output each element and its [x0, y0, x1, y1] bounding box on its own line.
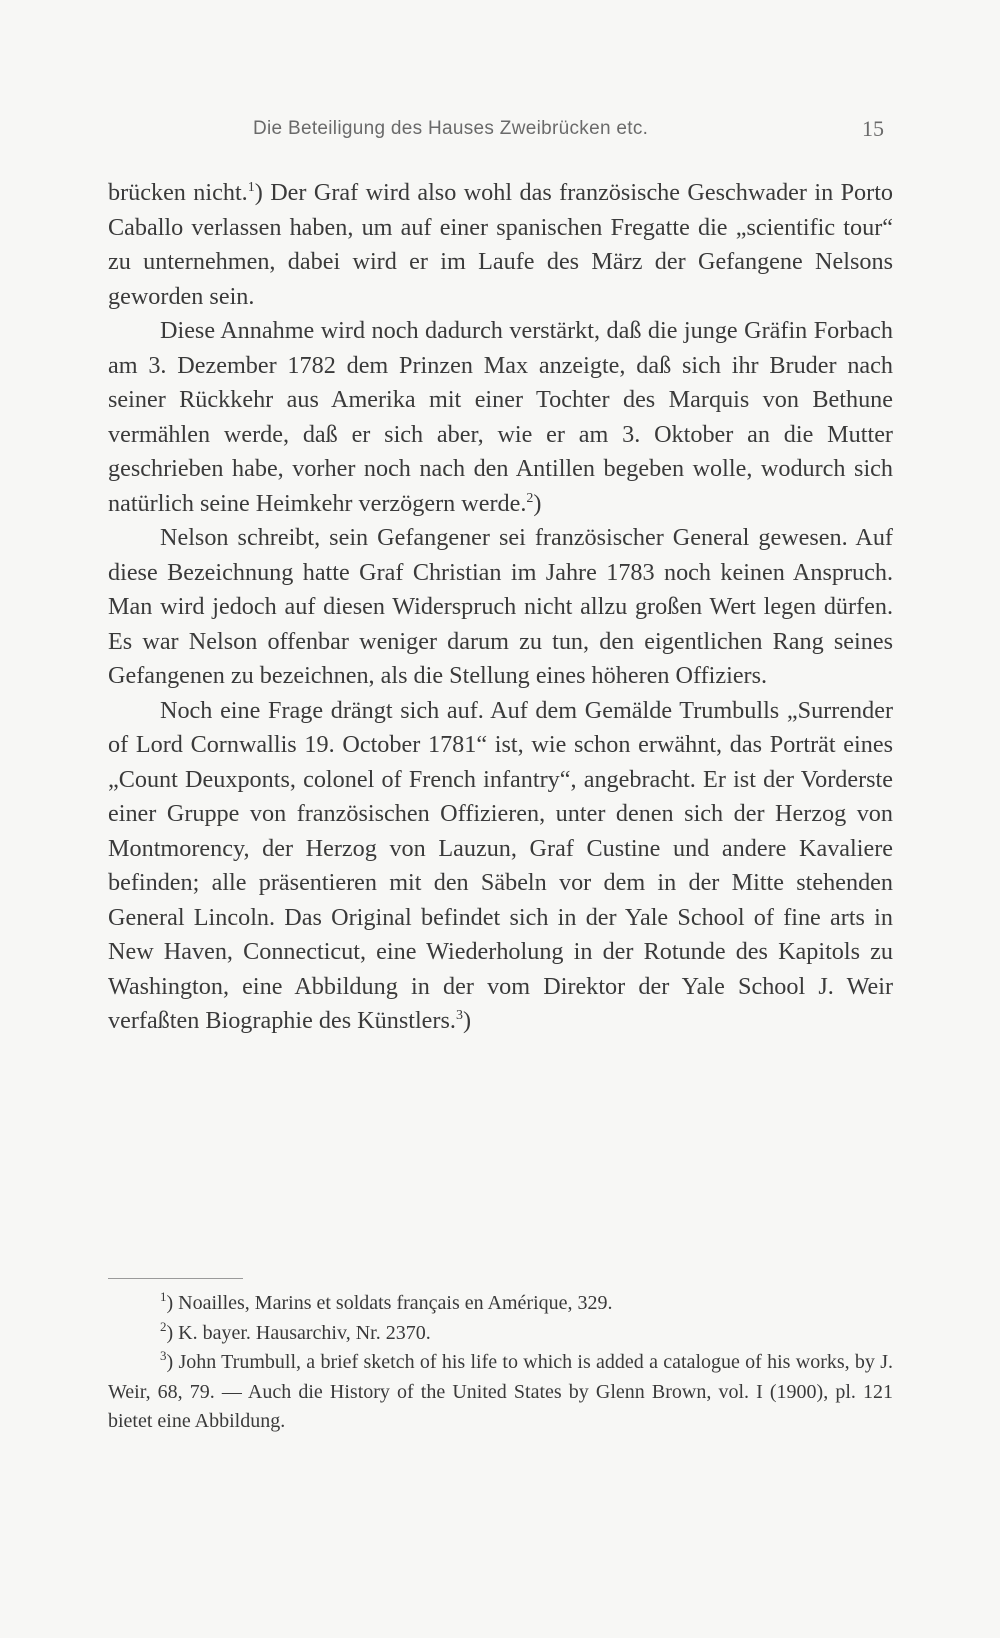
running-title: Die Beteiligung des Hauses Zweibrücken etc. [253, 118, 649, 139]
footnote-text: ) John Trumbull, a brief sketch of his life to which is added a catalogue of his works, by J. Weir, 68, 79. — Auch die History of the United States by Glenn Brown, vol. I (1900), pl. 121 bietet eine Abbildung. [108, 1351, 893, 1432]
paragraph-text: Nelson schreibt, sein Gefangener sei französischer General gewesen. Auf diese Bezeichnung hatte Graf Christian im Jahre 1783 noch keinen Anspruch. Man wird jedoch auf diesen Widerspruch nicht allzu großen Wert legen dürfen. Es war Nelson offenbar weniger darum zu tun, den eigentlichen Rang seines Gefangenen zu bezeichnen, als die Stellung eines höheren Offiziers. [108, 524, 893, 689]
paragraph-text: Diese Annahme wird noch dadurch verstärkt, daß die junge Gräfin Forbach am 3. Dezember 1782 dem Prinzen Max anzeigte, daß sich ihr Bruder nach seiner Rückkehr aus Amerika mit einer Tochter des Marquis von Bethune vermählen werde, daß er sich aber, wie er am 3. Oktober an die Mutter geschrieben habe, vorher noch nach den Antillen begeben wolle, wodurch sich natürlich seine Heimkehr verzögern werde. [108, 317, 893, 517]
footnote-reference: 1 [247, 180, 255, 195]
footnote-mark: 3 [160, 1348, 167, 1363]
paragraph-2 [108, 314, 893, 521]
paragraph-text: ) Der Graf wird also wohl das französische Geschwader in Porto Caballo verlassen haben, um auf einer spanischen Fregatte die „scientific tour“ zu unternehmen, dabei wird er im Laufe des März der Gefangene Nelsons geworden sein. [108, 179, 894, 310]
footnote-reference: 3 [455, 1008, 463, 1023]
paragraph-text: Noch eine Frage drängt sich auf. Auf dem Gemälde Trumbulls „Surrender of Lord Cornwallis 19. October 1781“ ist, wie schon erwähnt, das Porträt eines „Count Deuxponts, colonel of French infantry“, angebracht. Er ist der Vorderste einer Gruppe von französischen Offizieren, unter denen sich der Herzog von Montmorency, der Herzog von Lauzun, Graf Custine und andere Kavaliere befinden; alle präsentieren mit den Säbeln vor dem in der Mitte stehenden General Lincoln. Das Original befindet sich in der Yale School of fine arts in New Haven, Connecticut, eine Wiederholung in der Rotunde des Kapitols zu Washington, eine Abbildung in der vom Direktor der Yale School J. Weir verfaßten Biographie des Künstlers. [108, 696, 893, 1034]
paragraph-text: ) [462, 1007, 471, 1034]
footnote-text: ) K. bayer. Hausarchiv, Nr. 2370. [166, 1321, 431, 1344]
footnote-divider [108, 1278, 243, 1279]
paragraph-3 [108, 521, 893, 694]
paragraph-text: brücken nicht. [108, 179, 248, 206]
footnote-1 [108, 1289, 893, 1319]
footnote-3 [108, 1348, 893, 1437]
page-number: 15 [862, 116, 884, 141]
footnote-reference: 2 [526, 490, 534, 506]
paragraph-4 [108, 694, 893, 1039]
paragraph-1 [108, 176, 893, 314]
body-text [108, 176, 893, 1039]
running-head [0, 118, 1000, 148]
paragraph-text: ) [533, 489, 542, 517]
footnotes [108, 1289, 893, 1437]
footnote-mark: 2 [160, 1318, 167, 1334]
footnote-2 [108, 1319, 893, 1349]
footnote-mark: 1 [160, 1289, 167, 1304]
footnote-text: ) Noailles, Marins et soldats français en Amérique, 329. [166, 1292, 613, 1314]
